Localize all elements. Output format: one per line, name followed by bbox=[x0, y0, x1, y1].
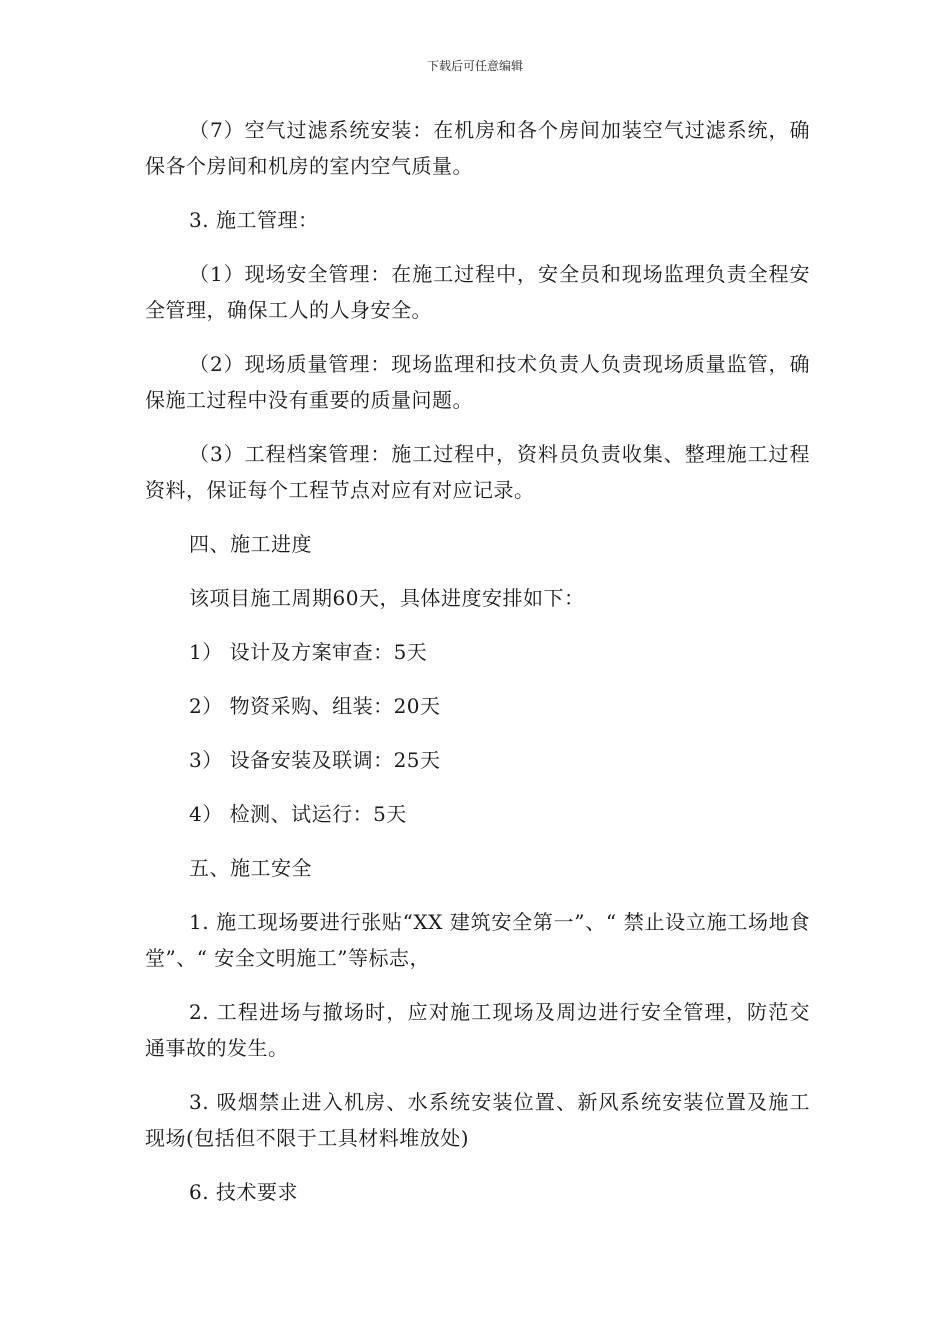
paragraph-site-quality: （2）现场质量管理：现场监理和技术负责人负责现场质量监管，确保施工过程中没有重要的质量问题。 bbox=[145, 352, 810, 412]
paragraph-schedule-intro: 该项目施工周期60天，具体进度安排如下： bbox=[189, 586, 585, 610]
heading-construction-schedule: 四、施工进度 bbox=[189, 532, 312, 556]
schedule-item-2: 2） 物资采购、组装：20天 bbox=[189, 694, 441, 718]
paragraph-safety-signs: 1. 施工现场要进行张贴“XX 建筑安全第一”、“ 禁止设立施工场地食堂”、“ 安全文明施工”等标志， bbox=[145, 910, 810, 970]
heading-construction-management: 3. 施工管理： bbox=[189, 208, 319, 232]
paragraph-traffic-safety: 2. 工程进场与撤场时，应对施工现场及周边进行安全管理，防范交通事故的发生。 bbox=[145, 1000, 810, 1060]
paragraph-smoking-ban: 3. 吸烟禁止进入机房、水系统安装位置、新风系统安装位置及施工现场(包括但不限于工具材料堆放处) bbox=[145, 1090, 810, 1150]
schedule-item-3: 3） 设备安装及联调：25天 bbox=[189, 748, 441, 772]
schedule-item-4: 4） 检测、试运行：5天 bbox=[189, 802, 407, 826]
heading-technical-requirements: 6. 技术要求 bbox=[189, 1180, 298, 1204]
paragraph-site-safety: （1）现场安全管理：在施工过程中，安全员和现场监理负责全程安全管理，确保工人的人身安全。 bbox=[145, 262, 810, 322]
paragraph-air-filter: （7）空气过滤系统安装：在机房和各个房间加装空气过滤系统，确保各个房间和机房的室内空气质量。 bbox=[145, 118, 810, 178]
document-body bbox=[145, 112, 810, 1210]
paragraph-archive-management: （3）工程档案管理：施工过程中，资料员负责收集、整理施工过程资料，保证每个工程节点对应有对应记录。 bbox=[145, 442, 810, 502]
header-note: 下载后可任意编辑 bbox=[426, 59, 523, 73]
heading-construction-safety: 五、施工安全 bbox=[189, 856, 312, 880]
schedule-item-1: 1） 设计及方案审查：5天 bbox=[189, 640, 428, 664]
